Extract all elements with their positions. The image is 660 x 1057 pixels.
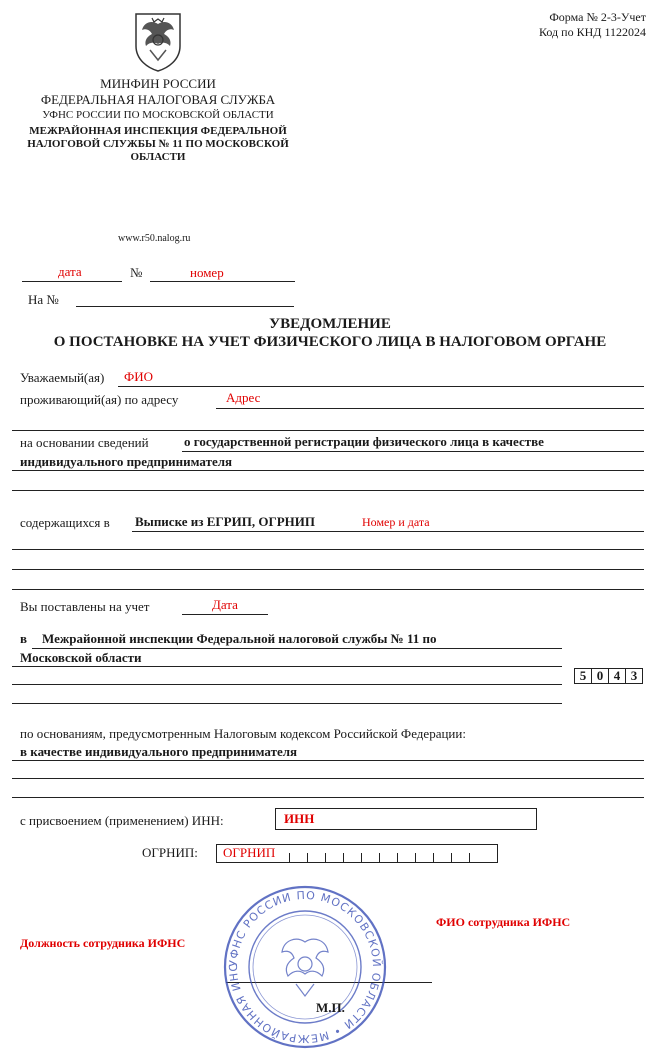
number-sign: № [130,265,143,280]
date-underline [22,281,122,282]
inn-field[interactable] [275,808,537,830]
service-name: ФЕДЕРАЛЬНАЯ НАЛОГОВАЯ СЛУЖБА [40,92,276,107]
basis-underline-2 [12,470,644,471]
code-digit: 0 [592,669,609,683]
employee-position: Должность сотрудника ИФНС [20,936,186,950]
fio-placeholder[interactable]: ФИО [124,369,154,384]
ogrnip-label: ОГРНИП: [142,845,198,860]
employee-name: ФИО сотрудника ИФНС [436,915,571,929]
inspection-line-3: ОБЛАСТИ [130,151,186,163]
dear-label: Уважаемый(ая) [20,370,105,385]
contained-underline-4 [12,589,644,590]
stamp-mark: М.П. [316,1000,345,1015]
basis-value-2: индивидуального предпринимателя [20,454,233,469]
form-number: Форма № 2-3-Учет [549,10,646,24]
number-date-placeholder[interactable]: Номер и дата [362,515,430,529]
registered-date-placeholder[interactable]: Дата [212,597,238,612]
official-stamp [222,884,388,1050]
address-underline [216,408,644,409]
inspection-line-1: МЕЖРАЙОННАЯ ИНСПЕКЦИЯ ФЕДЕРАЛЬНОЙ [29,125,287,137]
inspection-underline-1 [32,648,562,649]
inn-placeholder: ИНН [284,811,315,826]
inspection-line-2: НАЛОГОВОЙ СЛУЖБЫ № 11 ПО МОСКОВСКОЙ [27,138,289,150]
knd-code: Код по КНД 1122024 [539,25,646,39]
contained-label: содержащихся в [20,515,110,530]
basis-label: на основании сведений [20,435,149,450]
contained-underline [132,531,644,532]
basis-value-1: о государственной регистрации физического лица в качестве [184,434,544,449]
fio-underline [118,386,644,387]
document-title: УВЕДОМЛЕНИЕ [269,316,391,332]
grounds-underline-1 [12,760,644,761]
date-placeholder[interactable]: дата [58,264,82,279]
ministry-name: МИНФИН РОССИИ [100,76,216,91]
document-subtitle: О ПОСТАНОВКЕ НА УЧЕТ ФИЗИЧЕСКОГО ЛИЦА В НАЛОГОВОМ ОРГАНЕ [53,334,607,350]
registered-date-underline [182,614,268,615]
ogrnip-placeholder: ОГРНИП [223,845,276,860]
contained-underline-2 [12,549,644,550]
grounds-underline-2 [12,778,644,779]
tax-office-code [574,668,643,684]
basis-underline-3 [12,490,644,491]
number-placeholder[interactable]: номер [190,265,224,280]
website-link[interactable]: www.r50.nalog.ru [118,233,191,244]
reply-label: На № [28,292,59,307]
stamp-ring-text: УФНС РОССИИ ПО МОСКОВСКОЙ ОБЛАСТИ • МЕЖРАЙОННАЯ ИНС [226,888,384,1046]
residing-label: проживающий(ая) по адресу [20,392,179,407]
regional-office: УФНС РОССИИ ПО МОСКОВСКОЙ ОБЛАСТИ [42,109,274,121]
in-label: в [20,631,28,646]
number-underline [150,281,295,282]
basis-underline-1 [182,451,644,452]
inspection-underline-2 [12,666,562,667]
contained-underline-3 [12,569,644,570]
inn-label: с присвоением (применением) ИНН: [20,813,224,828]
code-digit: 5 [575,669,592,683]
ogrnip-field[interactable] [216,844,498,863]
inspection-value-1: Межрайонной инспекции Федеральной налоговой службы № 11 по [42,631,437,646]
grounds-label: по основаниям, предусмотренным Налоговым кодексом Российской Федерации: [20,726,466,741]
inspection-underline-3 [12,684,562,685]
registered-label: Вы поставлены на учет [20,599,150,614]
contained-value: Выписке из ЕГРИП, ОГРНИП [135,514,315,529]
address-underline-2 [12,430,644,431]
reply-underline [76,306,294,307]
code-digit: 3 [630,668,638,683]
state-emblem-icon [130,10,186,72]
inspection-value-2: Московской области [20,650,142,665]
grounds-value: в качестве индивидуального предпринимателя [20,744,298,759]
inspection-underline-4 [12,703,562,704]
grounds-underline-3 [12,797,644,798]
code-digit: 4 [609,669,626,683]
address-placeholder[interactable]: Адрес [226,390,261,405]
authority-block [18,76,298,164]
form-info [539,10,646,40]
